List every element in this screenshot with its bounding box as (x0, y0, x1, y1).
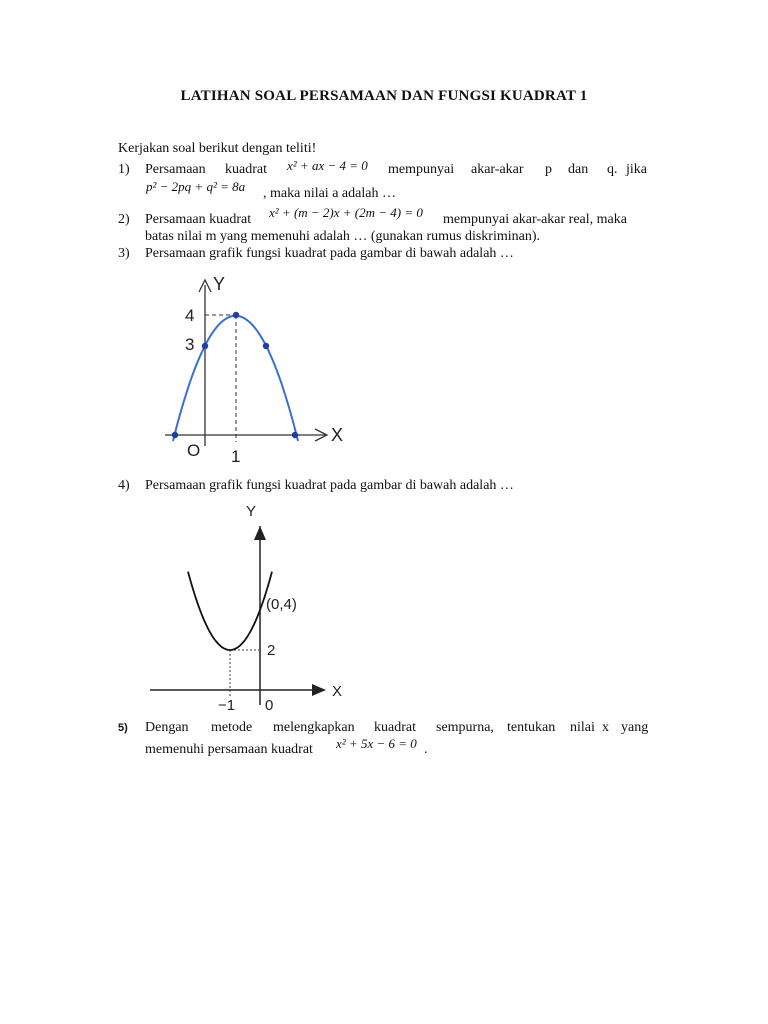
graph2-x-arrow-icon (312, 684, 326, 696)
q1-word: p (545, 162, 552, 177)
q1-word: mempunyai (388, 162, 455, 177)
graph1-point (263, 343, 269, 349)
q5-word: nilai (570, 720, 595, 735)
graph-2 (140, 500, 360, 715)
graph1-tick-1: 1 (231, 447, 241, 465)
graph1-tick-4: 4 (185, 306, 195, 325)
instruction-text: Kerjakan soal berikut dengan teliti! (118, 141, 317, 156)
q1-tail: , maka nilai a adalah … (263, 186, 396, 201)
q3-text: Persamaan grafik fungsi kuadrat pada gambar di bawah adalah … (145, 246, 514, 261)
graph2-y-arrow-icon (254, 526, 266, 540)
graph1-tick-3: 3 (185, 335, 195, 354)
q5-word: sempurna, (436, 720, 494, 735)
q5-number: 5) (118, 722, 128, 734)
q5-word: metode (211, 720, 253, 735)
page-title: LATIHAN SOAL PERSAMAAN DAN FUNGSI KUADRAT 1 (180, 88, 588, 104)
graph1-point (172, 432, 178, 438)
q1-condition: p² − 2pq + q² = 8a (146, 179, 246, 194)
q5-word: kuadrat (374, 720, 416, 735)
q3-number: 3) (118, 246, 130, 261)
graph2-point-label: (0,4) (266, 596, 297, 613)
q1-word: jika (626, 162, 647, 177)
graph1-point (202, 343, 208, 349)
graph2-tick-2: 2 (267, 642, 276, 659)
q2-equation: x² + (m − 2)x + (2m − 4) = 0 (269, 205, 423, 220)
q5-word: yang (621, 720, 649, 735)
graph2-y-label: Y (246, 503, 257, 520)
graph1-y-label: Y (213, 274, 226, 294)
q5-end: . (424, 742, 428, 757)
graph2-x-label: X (332, 683, 343, 700)
q1-word: q. (607, 162, 618, 177)
graph1-point (292, 432, 298, 438)
q1-word: akar-akar (471, 162, 524, 177)
q5-equation: x² + 5x − 6 = 0 (336, 736, 417, 751)
q4-number: 4) (118, 478, 130, 493)
q2-line2: batas nilai m yang memenuhi adalah … (gunakan rumus diskriminan). (145, 229, 541, 244)
q4-text: Persamaan grafik fungsi kuadrat pada gambar di bawah adalah … (145, 478, 514, 493)
q2-after: mempunyai akar-akar real, maka (443, 212, 627, 227)
q1-number: 1) (118, 162, 130, 177)
q5-word: melengkapkan (273, 720, 355, 735)
graph1-origin-label: O (187, 441, 201, 460)
q1-word: Persamaan (145, 162, 206, 177)
graph2-origin-label: 0 (265, 697, 274, 714)
q5-word: Dengan (145, 720, 189, 735)
graph1-x-label: X (331, 425, 344, 445)
graph1-point (233, 312, 239, 318)
q2-number: 2) (118, 212, 130, 227)
q2-lead: Persamaan kuadrat (145, 212, 252, 227)
q1-word: kuadrat (225, 162, 267, 177)
q1-word: dan (568, 162, 589, 177)
q1-equation: x² + ax − 4 = 0 (287, 158, 368, 173)
graph2-tick-neg1: −1 (218, 697, 236, 714)
q5-line2: memenuhi persamaan kuadrat (145, 742, 313, 757)
q5-word: x (602, 720, 609, 735)
q5-word: tentukan (507, 720, 556, 735)
graph-1 (165, 270, 365, 465)
